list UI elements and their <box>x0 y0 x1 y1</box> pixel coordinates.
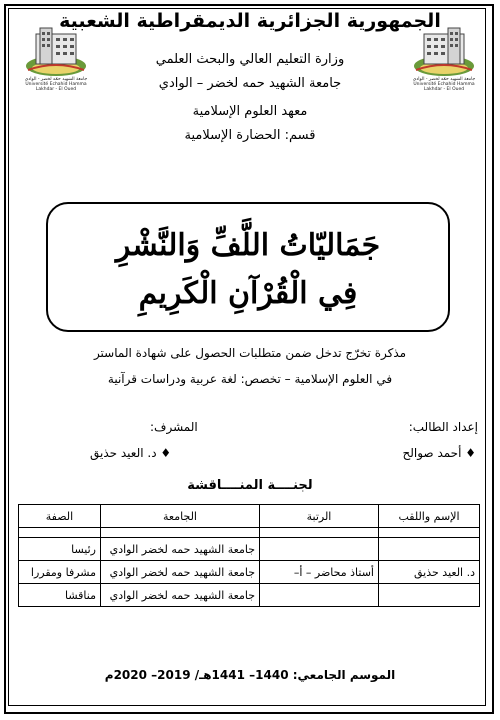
cell-rank <box>260 538 379 561</box>
university-building-icon <box>20 20 92 80</box>
header-rank: الرتبة <box>260 505 379 528</box>
republic-heading: الجمهورية الجزائرية الديمقراطية الشعبية <box>59 10 441 32</box>
thesis-title-line1: جَمَاليّاتُ اللَّفِّ وَالنَّشْرِ <box>115 228 381 263</box>
committee-table <box>18 504 480 607</box>
header-name: الإسم واللقب <box>379 505 480 528</box>
logo-caption: جامعة الشهيد حمّه لخضر - الوادي Université Echahid Hamma Lakhdar - El Oued <box>412 77 476 92</box>
description-line2: في العلوم الإسلامية – تخصص: لغة عربية ودراسات قرآنية <box>107 372 393 386</box>
table-row <box>19 538 480 561</box>
thesis-title-box <box>46 202 450 332</box>
prepared-by-label: إعداد الطالب: <box>408 420 478 434</box>
description-line1: مذكرة تخرّج تدخل ضمن متطلبات الحصول على شهادة الماستر <box>93 346 407 360</box>
thesis-title-line2: فِي الْقُرْآنِ الْكَرِيمِ <box>138 276 358 311</box>
header-university: الجامعة <box>101 505 260 528</box>
cell-name: د. العيد حذيق <box>379 561 480 584</box>
cell-university: جامعة الشهيد حمه لخضر الوادي <box>101 584 260 607</box>
department-line: قسم: الحضارة الإسلامية <box>184 128 316 143</box>
cell-role: مشرفا ومقررا <box>19 561 101 584</box>
cell-role: مناقشا <box>19 584 101 607</box>
header-role: الصفة <box>19 505 101 528</box>
cell-university: جامعة الشهيد حمه لخضر الوادي <box>101 538 260 561</box>
cell-role: رئيسا <box>19 538 101 561</box>
supervisor-label: المشرف: <box>150 420 198 434</box>
institute-line: معهد العلوم الإسلامية <box>192 104 308 119</box>
academic-season: الموسم الجامعي: 1440– 1441هـ/ 2019– 2020م <box>104 668 396 682</box>
committee-title: لجنــــة المنــــاقشة <box>187 478 313 493</box>
supervisor-name: ♦ د. العيد حذيق <box>90 446 172 460</box>
cell-name <box>379 584 480 607</box>
table-spacer-row <box>19 528 480 538</box>
logo-caption: جامعة الشهيد حمّه لخضر - الوادي Université Echahid Hamma Lakhdar - El Oued <box>24 77 88 92</box>
university-line: جامعة الشهيد حمه لخضر – الوادي <box>158 76 342 91</box>
table-header-row <box>19 505 480 528</box>
cell-rank: أستاذ محاضر – أ– <box>260 561 379 584</box>
cell-rank <box>260 584 379 607</box>
student-name: ♦ أحمد صوالح <box>402 446 476 460</box>
ministry-line: وزارة التعليم العالي والبحث العلمي <box>155 52 345 67</box>
university-building-icon <box>408 20 480 80</box>
table-row <box>19 561 480 584</box>
cell-name <box>379 538 480 561</box>
table-row <box>19 584 480 607</box>
cell-university: جامعة الشهيد حمه لخضر الوادي <box>101 561 260 584</box>
